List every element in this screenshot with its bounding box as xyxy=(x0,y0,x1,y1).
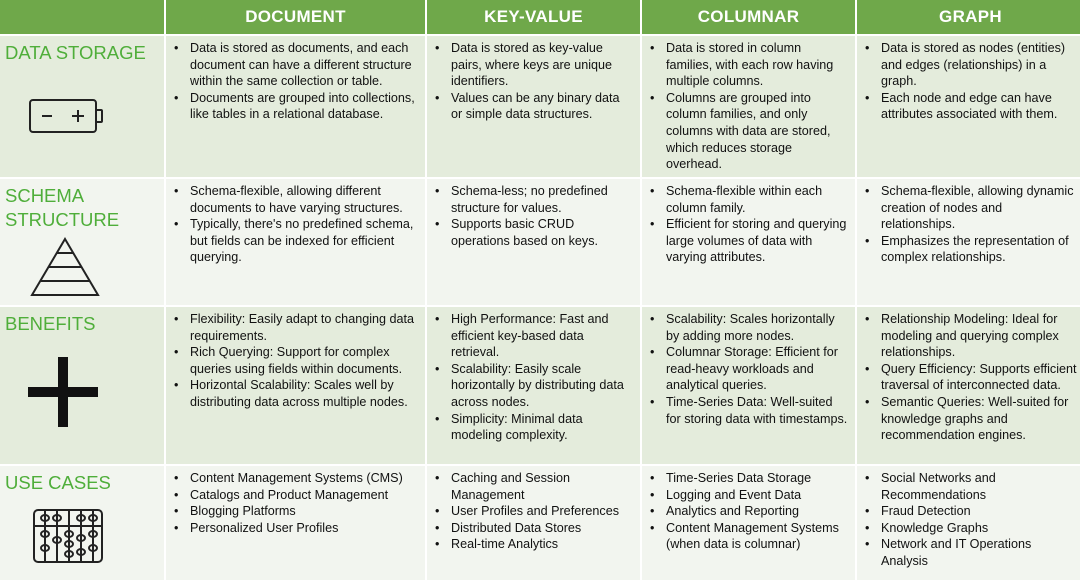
bullet-list xyxy=(642,466,855,553)
list-item: • Each node and edge can have attributes associated with them. xyxy=(881,90,1078,123)
list-item: • Network and IT Operations Analysis xyxy=(881,536,1078,569)
cell-graph-benefits xyxy=(857,307,1080,464)
list-item: • Logging and Event Data xyxy=(666,487,849,504)
cell-document-benefits xyxy=(166,307,425,464)
row-label-data-storage xyxy=(0,36,164,177)
cell-key-value-schema xyxy=(427,179,640,305)
list-item: • Schema-flexible, allowing different documents to have varying structures. xyxy=(190,183,419,216)
row-label-benefits xyxy=(0,307,164,464)
list-item: • Data is stored as key-value pairs, where keys are unique identifiers. xyxy=(451,40,634,90)
cell-key-value-benefits xyxy=(427,307,640,464)
cell-columnar-data-storage xyxy=(642,36,855,177)
list-item: • Simplicity: Minimal data modeling complexity. xyxy=(451,411,634,444)
header-columnar: COLUMNAR xyxy=(642,0,855,34)
cell-graph-use-cases xyxy=(857,466,1080,580)
row-label-schema-structure xyxy=(0,179,164,305)
list-item: • Content Management Systems (CMS) xyxy=(190,470,419,487)
list-item: • Columnar Storage: Efficient for read-heavy workloads and analytical queries. xyxy=(666,344,849,394)
bullet-list xyxy=(857,179,1080,266)
label-line: USE CASES xyxy=(5,472,111,493)
list-item: • Relationship Modeling: Ideal for modeling and querying complex relationships. xyxy=(881,311,1078,361)
list-item: • Distributed Data Stores xyxy=(451,520,634,537)
label-line: DATA STORAGE xyxy=(5,42,146,63)
abacus-icon xyxy=(32,508,104,564)
list-item: • Rich Querying: Support for complex queries using fields within documents. xyxy=(190,344,419,377)
bullet-list xyxy=(166,179,425,266)
list-item: • Typically, there's no predefined schema, but fields can be indexed for efficient querying. xyxy=(190,216,419,266)
bullet-list xyxy=(642,179,855,266)
list-item: • Supports basic CRUD operations based on keys. xyxy=(451,216,634,249)
label-line: STRUCTURE xyxy=(5,209,120,230)
row-label-text xyxy=(0,36,164,65)
bullet-list xyxy=(166,307,425,411)
list-item: • Flexibility: Easily adapt to changing data requirements. xyxy=(190,311,419,344)
bullet-list xyxy=(166,466,425,536)
bullet-list xyxy=(857,466,1080,570)
cell-columnar-benefits xyxy=(642,307,855,464)
list-item: • Real-time Analytics xyxy=(451,536,634,553)
list-item: • Knowledge Graphs xyxy=(881,520,1078,537)
label-line: SCHEMA xyxy=(5,185,85,206)
list-item: • Documents are grouped into collections, like tables in a relational database. xyxy=(190,90,419,123)
list-item: • Social Networks and Recommendations xyxy=(881,470,1078,503)
list-item: • Scalability: Easily scale horizontally by distributing data across nodes. xyxy=(451,361,634,411)
header-key-value: KEY-VALUE xyxy=(427,0,640,34)
bullet-list xyxy=(857,307,1080,444)
list-item: • High Performance: Fast and efficient key-based data retrieval. xyxy=(451,311,634,361)
bullet-list xyxy=(427,307,640,444)
list-item: • Schema-flexible within each column family. xyxy=(666,183,849,216)
list-item: • Catalogs and Product Management xyxy=(190,487,419,504)
cell-document-data-storage xyxy=(166,36,425,177)
list-item: • Schema-flexible, allowing dynamic creation of nodes and relationships. xyxy=(881,183,1078,233)
list-item: • Query Efficiency: Supports efficient traversal of interconnected data. xyxy=(881,361,1078,394)
row-label-text xyxy=(0,307,164,336)
bullet-list xyxy=(427,466,640,553)
cell-key-value-data-storage xyxy=(427,36,640,177)
list-item: • Columns are grouped into column families, and only columns with data are stored, which reduces storage overhead. xyxy=(666,90,849,173)
list-item: • Analytics and Reporting xyxy=(666,503,849,520)
cell-document-use-cases xyxy=(166,466,425,580)
bullet-list xyxy=(427,36,640,123)
list-item: • Scalability: Scales horizontally by adding more nodes. xyxy=(666,311,849,344)
row-label-text xyxy=(0,466,164,495)
cell-key-value-use-cases xyxy=(427,466,640,580)
bullet-list xyxy=(857,36,1080,123)
list-item: • Schema-less; no predefined structure for values. xyxy=(451,183,634,216)
row-label-text xyxy=(0,179,164,232)
list-item: • Data is stored as documents, and each document can have a different structure within the same collection or table. xyxy=(190,40,419,90)
list-item: • Horizontal Scalability: Scales well by distributing data across multiple nodes. xyxy=(190,377,419,410)
bullet-list xyxy=(427,179,640,249)
bullet-list xyxy=(642,36,855,173)
list-item: • Data is stored in column families, with each row having multiple columns. xyxy=(666,40,849,90)
plus-icon xyxy=(26,355,100,429)
list-item: • Time-Series Data Storage xyxy=(666,470,849,487)
list-item: • Data is stored as nodes (entities) and edges (relationships) in a graph. xyxy=(881,40,1078,90)
pyramid-icon xyxy=(30,237,100,297)
list-item: • User Profiles and Preferences xyxy=(451,503,634,520)
list-item: • Semantic Queries: Well-suited for knowledge graphs and recommendation engines. xyxy=(881,394,1078,444)
bullet-list xyxy=(642,307,855,427)
list-item: • Time-Series Data: Well-suited for storing data with timestamps. xyxy=(666,394,849,427)
battery-icon xyxy=(28,96,108,136)
header-graph: GRAPH xyxy=(857,0,1080,34)
list-item: • Personalized User Profiles xyxy=(190,520,419,537)
list-item: • Efficient for storing and querying large volumes of data with varying attributes. xyxy=(666,216,849,266)
cell-graph-schema xyxy=(857,179,1080,305)
list-item: • Caching and Session Management xyxy=(451,470,634,503)
bullet-list xyxy=(166,36,425,123)
cell-columnar-schema xyxy=(642,179,855,305)
cell-document-schema xyxy=(166,179,425,305)
list-item: • Blogging Platforms xyxy=(190,503,419,520)
label-line: BENEFITS xyxy=(5,313,96,334)
list-item: • Content Management Systems (when data is columnar) xyxy=(666,520,849,553)
list-item: • Emphasizes the representation of complex relationships. xyxy=(881,233,1078,266)
list-item: • Values can be any binary data or simple data structures. xyxy=(451,90,634,123)
row-label-use-cases xyxy=(0,466,164,580)
list-item: • Fraud Detection xyxy=(881,503,1078,520)
cell-columnar-use-cases xyxy=(642,466,855,580)
header-document: DOCUMENT xyxy=(166,0,425,34)
cell-graph-data-storage xyxy=(857,36,1080,177)
header-corner xyxy=(0,0,164,34)
